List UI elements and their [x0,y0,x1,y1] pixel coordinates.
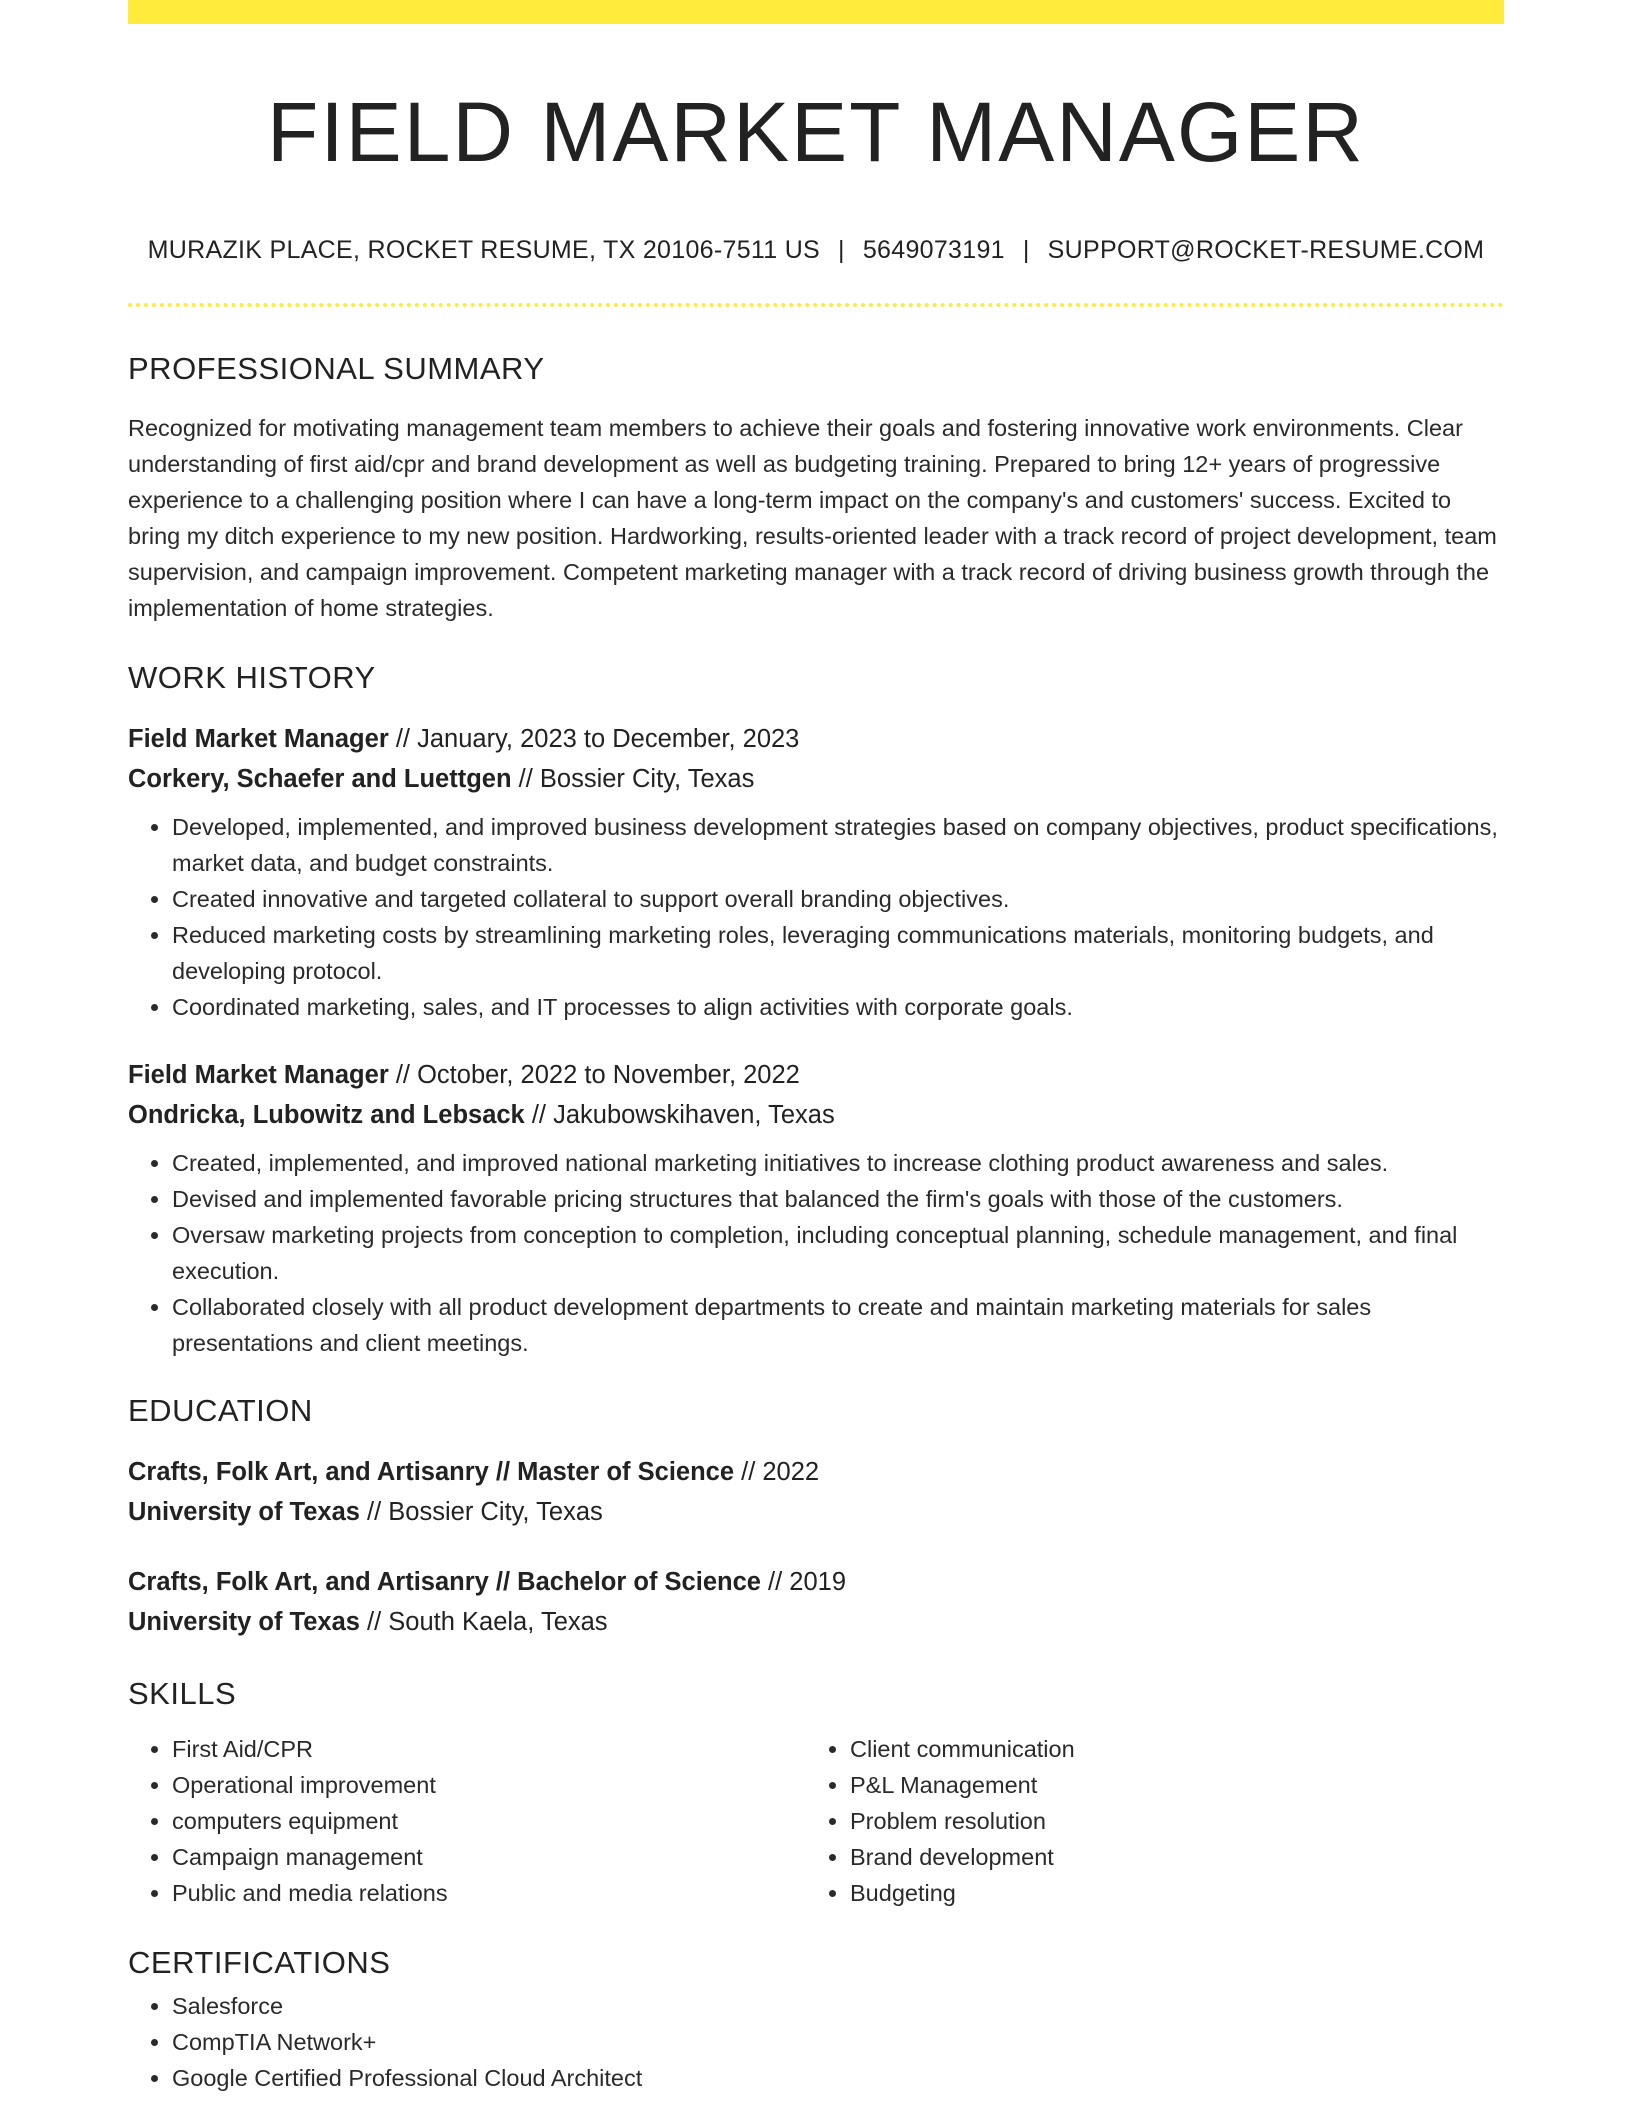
job-company: Corkery, Schaefer and Luettgen [128,765,512,793]
summary-section [128,353,1504,626]
education-school: University of Texas [128,1498,360,1526]
education-location: // South Kaela, Texas [359,1608,608,1636]
job-dates: // January, 2023 to December, 2023 [388,725,800,753]
job-bullet: • Developed, implemented, and improved business development strategies based on company objectives, product specifications, market data, and budget constraints. [172,809,1504,881]
education-school: University of Texas [128,1608,360,1636]
certification-item: • Salesforce [172,1988,1504,2024]
contact-address: MURAZIK PLACE, ROCKET RESUME, TX 20106-7511 US [147,236,821,264]
job-role: Field Market Manager [128,725,389,753]
work-history-heading: WORK HISTORY [128,660,376,695]
job-bullet: • Collaborated closely with all product development departments to create and maintain marketing materials for sales presentations and client meetings. [172,1289,1504,1361]
education-entry [128,1452,1504,1532]
job-bullet: • Coordinated marketing, sales, and IT processes to align activities with corporate goals. [172,989,1504,1025]
job-bullets [128,1145,1504,1361]
certification-item: • CompTIA Network+ [172,2024,1504,2060]
certifications-heading: CERTIFICATIONS [128,1945,391,1980]
job-bullet: • Created innovative and targeted collateral to support overall branding objectives. [172,881,1504,917]
skill-item: • Problem resolution [850,1803,1504,1839]
education-heading: EDUCATION [128,1393,313,1428]
job-bullet: • Devised and implemented favorable pricing structures that balanced the firm's goals with those of the customers. [172,1181,1504,1217]
certifications-list [128,1988,1504,2096]
education-school-line [128,1492,1504,1532]
work-history-section [128,662,1504,1361]
education-degree: Crafts, Folk Art, and Artisanry // Bachelor of Science [128,1568,761,1596]
education-year: // 2022 [734,1458,820,1486]
job-dates: // October, 2022 to November, 2022 [388,1061,800,1089]
skill-item: • Budgeting [850,1875,1504,1911]
education-year: // 2019 [760,1568,847,1596]
job-location: // Jakubowskihaven, Texas [524,1101,835,1129]
job-company-line [128,1095,1504,1135]
job-bullet: • Oversaw marketing projects from conception to completion, including conceptual planning, schedule management, and final execution. [172,1217,1504,1289]
accent-top-bar [128,0,1504,24]
skill-item: • Client communication [850,1731,1504,1767]
job-location: // Bossier City, Texas [511,765,755,793]
education-school-line [128,1602,1504,1642]
job-header [128,719,1504,759]
skill-item: • First Aid/CPR [172,1731,806,1767]
contact-phone: 5649073191 [862,236,1005,264]
resume-title: FIELD MARKET MANAGER [267,85,1365,179]
contact-separator: | [838,236,845,264]
certifications-section [128,1947,1504,2096]
resume-page [128,0,1504,2096]
job-entry [128,1055,1504,1361]
job-company-line [128,759,1504,799]
education-entry [128,1562,1504,1642]
skill-item: • computers equipment [172,1803,806,1839]
skills-list-right [806,1731,1504,1911]
skill-item: • Brand development [850,1839,1504,1875]
skill-item: • Campaign management [172,1839,806,1875]
skills-list-left [128,1731,806,1911]
job-role: Field Market Manager [128,1061,389,1089]
skills-heading: SKILLS [128,1676,237,1711]
skills-grid [128,1731,1504,1911]
job-entry [128,719,1504,1025]
skill-item: • Operational improvement [172,1767,806,1803]
skill-item: • Public and media relations [172,1875,806,1911]
education-degree-line [128,1452,1504,1492]
job-bullets [128,809,1504,1025]
skills-section [128,1678,1504,1911]
education-location: // Bossier City, Texas [359,1498,603,1526]
contact-email: SUPPORT@ROCKET-RESUME.COM [1047,236,1485,264]
summary-text: Recognized for motivating management team members to achieve their goals and fostering innovative work environments. Clear understanding of first aid/cpr and brand development as well as budgeting training. Prepared to bring 12+ years of progressive experience to a challenging position where I can have a long-term impact on the company's and customers' success. Excited to bring my ditch experience to my new position. Hardworking, results-oriented leader with a track record of project development, team supervision, and campaign improvement. Competent marketing manager with a track record of driving business growth through the implementation of home strategies. [128,415,1497,621]
job-company: Ondricka, Lubowitz and Lebsack [128,1101,525,1129]
education-degree: Crafts, Folk Art, and Artisanry // Master of Science [128,1458,735,1486]
dotted-divider [128,303,1504,307]
contact-separator: | [1022,236,1030,264]
summary-heading: PROFESSIONAL SUMMARY [128,351,545,386]
job-bullet: • Created, implemented, and improved national marketing initiatives to increase clothing product awareness and sales. [172,1145,1504,1181]
certification-item: • Google Certified Professional Cloud Architect [172,2060,1504,2096]
job-header [128,1055,1504,1095]
contact-line [128,236,1504,265]
job-bullet: • Reduced marketing costs by streamlining marketing roles, leveraging communications materials, monitoring budgets, and developing protocol. [172,917,1504,989]
skill-item: • P&L Management [850,1767,1504,1803]
education-degree-line [128,1562,1504,1602]
education-section [128,1395,1504,1642]
